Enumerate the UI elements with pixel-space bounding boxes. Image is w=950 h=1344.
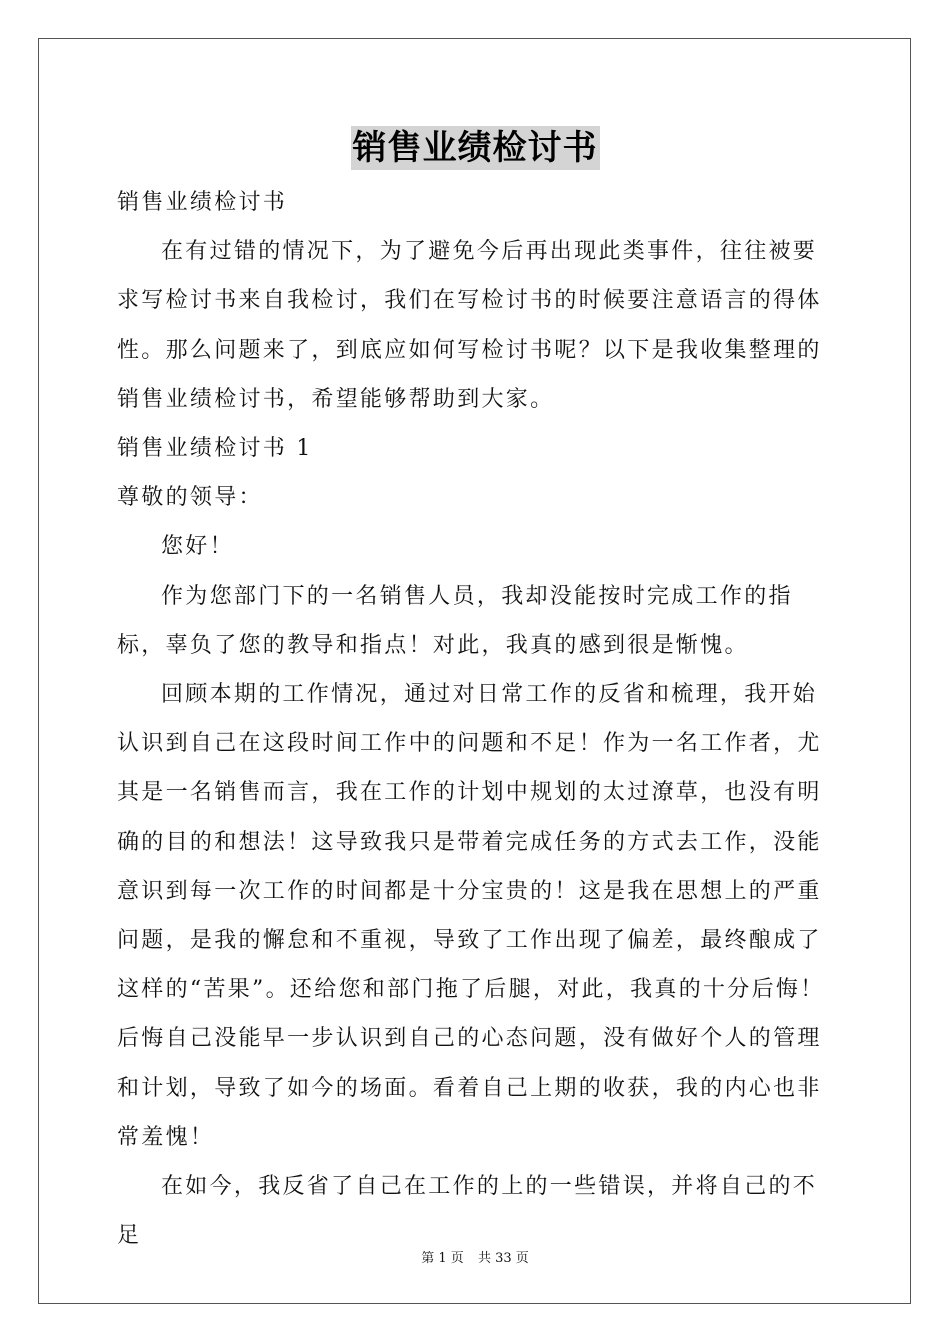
paragraph: 销售业绩检讨书 1 [117,436,313,462]
paragraph: 您好！ [161,534,234,560]
paragraph: 尊敬的领导： [117,485,263,511]
document-title-wrapper [0,126,950,176]
page-total: 共 33 页 [477,1251,529,1266]
paragraph: 在有过错的情况下，为了避免今后再出现此类事件，往往被要求写检讨书来自我检讨，我们在写检讨书的时候要注意语言的得体性。那么问题来了，到底应如何写检讨书呢？以下是我收集整理的销售业绩检讨书，希望能够帮助到大家。 [117,239,822,412]
paragraph: 销售业绩检讨书 [117,190,288,215]
document-title: 销售业绩检讨书 [352,128,598,168]
page-footer [0,1247,950,1266]
paragraph: 作为您部门下的一名销售人员，我却没能按时完成工作的指标，辜负了您的教导和指点！对此，我真的感到很是惭愧。 [117,583,793,658]
paragraph: 回顾本期的工作情况，通过对日常工作的反省和梳理，我开始认识到自己在这段时间工作中的问题和不足！作为一名工作者，尤其是一名销售而言，我在工作的计划中规划的太过潦草，也没有明确的目的和想法！这导致我只是带着完成任务的方式去工作，没能意识到每一次工作的时间都是十分宝贵的！这是我在思想上的严重问题，是我的懈怠和不重视，导致了工作出现了偏差，最终酿成了这样的“苦果”。还给您和部门拖了后腿，对此，我真的十分后悔！后悔自己没能早一步认识到自己的心态问题，没有做好个人的管理和计划，导致了如今的场面。看着自己上期的收获，我的内心也非常羞愧！ [117,682,825,1150]
page-number: 第 1 页 [421,1251,464,1266]
paragraph: 在如今，我反省了自己在工作的上的一些错误，并将自己的不足 [117,1174,818,1249]
document-body [117,178,832,1260]
